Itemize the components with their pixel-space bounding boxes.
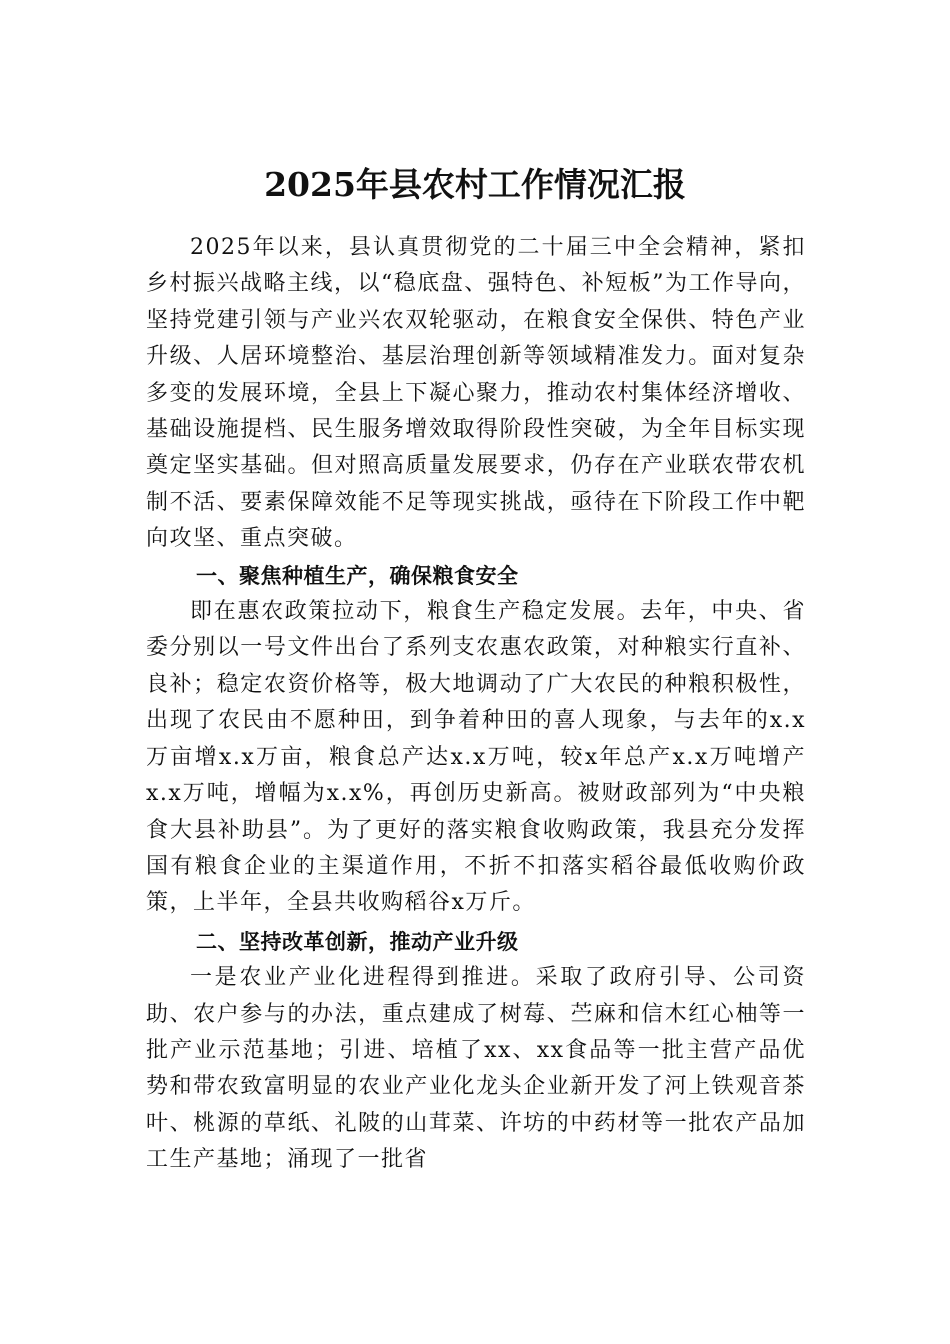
section-heading-2: 二、坚持改革创新，推动产业升级 — [196, 929, 519, 954]
intro-paragraph: 2025年以来，县认真贯彻党的二十届三中全会精神，紧扣乡村振兴战略主线，以“稳底盘、强特色、补短板”为工作导向，坚持党建引领与产业兴农双轮驱动，在粮食安全保供、特色产业升级、人居环境整治、基层治理创新等领域精准发力。面对复杂多变的发展环境，全县上下凝心聚力，推动农村集体经济增收、基础设施提档、民生服务增效取得阶段性突破，为全年目标实现奠定坚实基础。但对照高质量发展要求，仍存在产业联农带农机制不活、要素保障效能不足等现实挑战，亟待在下阶段工作中靶向攻坚、重点突破。 — [146, 235, 806, 552]
document-body — [146, 230, 806, 1179]
section-paragraph-1: 即在惠农政策拉动下，粮食生产稳定发展。去年，中央、省委分别以一号文件出台了系列支农惠农政策，对种粮实行直补、良补；稳定农资价格等，极大地调动了广大农民的种粮积极性，出现了农民由不愿种田，到争着种田的喜人现象，与去年的x.x万亩增x.x万亩，粮食总产达x.x万吨，较x年总产x.x万吨增产x.x万吨，增幅为x.x%，再创历史新高。被财政部列为“中央粮食大县补助县”。为了更好的落实粮食收购政策，我县充分发挥国有粮食企业的主渠道作用，不折不扣落实稻谷最低收购价政策，上半年，全县共收购稻谷x万斤。 — [146, 599, 806, 916]
section-paragraph-2: 一是农业产业化进程得到推进。采取了政府引导、公司资助、农户参与的办法，重点建成了树莓、苎麻和信木红心柚等一批产业示范基地；引进、培植了xx、xx食品等一批主营产品优势和带农致富明显的农业产业化龙头企业新开发了河上铁观音茶叶、桃源的草纸、礼陂的山茸菜、许坊的中药材等一批农产品加工生产基地；涌现了一批省 — [146, 965, 806, 1173]
section-heading-1: 一、聚焦种植生产，确保粮食安全 — [196, 563, 519, 588]
document-title: 2025年县农村工作情况汇报 — [264, 165, 686, 204]
